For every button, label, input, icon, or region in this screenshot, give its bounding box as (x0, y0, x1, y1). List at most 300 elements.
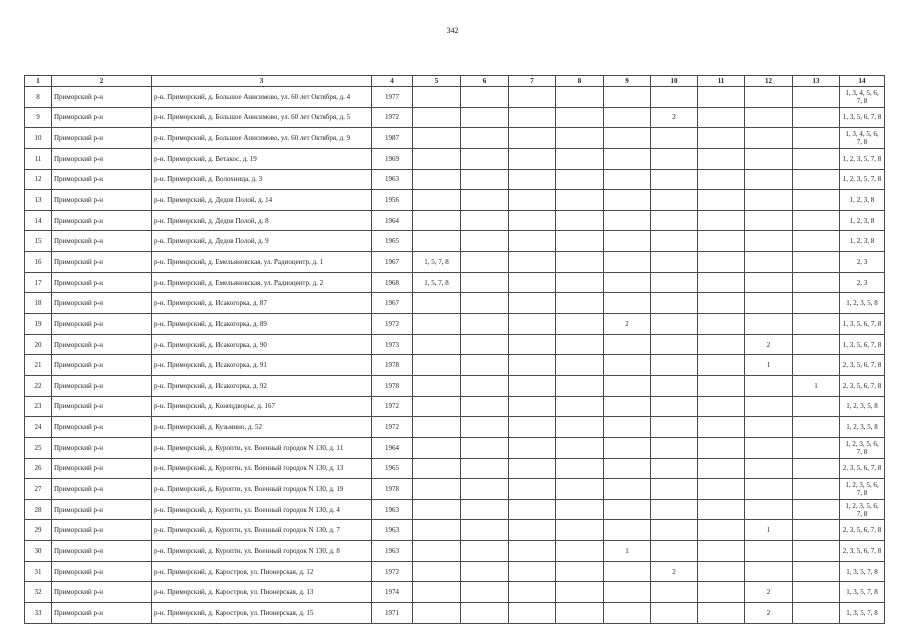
table-cell-col-4: 1972 (372, 561, 413, 582)
column-header-4: 4 (372, 76, 413, 87)
table-cell-col-3: р-н. Приморский, д. Волохница, д. 3 (152, 169, 372, 190)
table-cell-col-11 (698, 603, 745, 624)
table-cell-col-1: 20 (25, 334, 52, 355)
table-cell-col-4: 1964 (372, 437, 413, 458)
table-cell-col-3: р-н. Приморский, д. Каростров, ул. Пионерская, д. 13 (152, 582, 372, 603)
table-cell-col-4: 1963 (372, 541, 413, 562)
table-cell-col-3: р-н. Приморский, д. Исакогорка, д. 89 (152, 314, 372, 335)
table-cell-col-5 (413, 582, 461, 603)
table-cell-col-8 (556, 355, 604, 376)
table-cell-col-8 (556, 437, 604, 458)
table-cell-col-8 (556, 314, 604, 335)
table-cell-col-8 (556, 334, 604, 355)
table-cell-col-12 (745, 252, 793, 273)
table-cell-col-4: 1972 (372, 396, 413, 417)
table-cell-col-8 (556, 231, 604, 252)
column-header-6: 6 (461, 76, 509, 87)
table-cell-col-7 (509, 190, 556, 211)
table-cell-col-11 (698, 479, 745, 500)
table-cell-col-2: Приморский р-н (52, 603, 152, 624)
table-cell-col-12 (745, 169, 793, 190)
table-cell-col-2: Приморский р-н (52, 210, 152, 231)
table-cell-col-11 (698, 293, 745, 314)
table-cell-col-6 (461, 190, 509, 211)
table-cell-col-2: Приморский р-н (52, 396, 152, 417)
table-cell-col-12 (745, 210, 793, 231)
table-cell-col-6 (461, 520, 509, 541)
table-cell-col-10 (651, 541, 698, 562)
table-cell-col-13 (793, 314, 840, 335)
table-cell-col-11 (698, 417, 745, 438)
table-cell-col-7 (509, 437, 556, 458)
table-cell-col-9 (604, 520, 651, 541)
table-cell-col-7 (509, 334, 556, 355)
table-cell-col-12 (745, 148, 793, 169)
table-cell-col-4: 1956 (372, 190, 413, 211)
table-cell-col-13 (793, 603, 840, 624)
table-cell-col-2: Приморский р-н (52, 375, 152, 396)
column-header-10: 10 (651, 76, 698, 87)
table-cell-col-4: 1972 (372, 107, 413, 128)
table-cell-col-13 (793, 355, 840, 376)
table-cell-col-2: Приморский р-н (52, 148, 152, 169)
table-cell-col-8 (556, 272, 604, 293)
table-cell-col-6 (461, 396, 509, 417)
table-cell-col-10 (651, 252, 698, 273)
table-cell-col-2: Приморский р-н (52, 499, 152, 520)
table-cell-col-10 (651, 334, 698, 355)
table-cell-col-12: 2 (745, 603, 793, 624)
table-cell-col-12 (745, 499, 793, 520)
table-cell-col-4: 1973 (372, 334, 413, 355)
table-cell-col-5: 1, 5, 7, 8 (413, 252, 461, 273)
table-cell-col-6 (461, 541, 509, 562)
table-cell-col-14: 1, 2, 3, 8 (840, 190, 885, 211)
page-number: 342 (446, 26, 459, 35)
table-cell-col-12 (745, 107, 793, 128)
table-cell-col-8 (556, 107, 604, 128)
table-row (25, 252, 885, 273)
table-cell-col-1: 17 (25, 272, 52, 293)
table-cell-col-12 (745, 128, 793, 149)
table-row (25, 355, 885, 376)
table-cell-col-1: 23 (25, 396, 52, 417)
table-cell-col-8 (556, 128, 604, 149)
table-cell-col-14: 1, 3, 5, 7, 8 (840, 582, 885, 603)
table-cell-col-14: 1, 3, 5, 7, 8 (840, 561, 885, 582)
table-cell-col-10 (651, 582, 698, 603)
table-cell-col-9 (604, 293, 651, 314)
table-cell-col-10 (651, 375, 698, 396)
table-cell-col-1: 18 (25, 293, 52, 314)
table-cell-col-4: 1972 (372, 417, 413, 438)
table-cell-col-5 (413, 210, 461, 231)
table-cell-col-11 (698, 148, 745, 169)
table-cell-col-1: 8 (25, 87, 52, 108)
table-cell-col-5 (413, 148, 461, 169)
table-cell-col-14: 1, 2, 3, 5, 8 (840, 293, 885, 314)
table-cell-col-7 (509, 87, 556, 108)
table-cell-col-7 (509, 210, 556, 231)
table-cell-col-2: Приморский р-н (52, 128, 152, 149)
table-cell-col-13 (793, 272, 840, 293)
table-cell-col-2: Приморский р-н (52, 561, 152, 582)
table-cell-col-6 (461, 355, 509, 376)
table-cell-col-3: р-н. Приморский, д. Каростров, ул. Пионерская, д. 12 (152, 561, 372, 582)
table-cell-col-9 (604, 272, 651, 293)
table-cell-col-10 (651, 210, 698, 231)
table-cell-col-13 (793, 252, 840, 273)
table-cell-col-12 (745, 375, 793, 396)
table-cell-col-10 (651, 437, 698, 458)
table-cell-col-12 (745, 87, 793, 108)
table-cell-col-8 (556, 603, 604, 624)
table-cell-col-1: 24 (25, 417, 52, 438)
table-cell-col-13 (793, 87, 840, 108)
table-cell-col-6 (461, 375, 509, 396)
table-cell-col-3: р-н. Приморский, д. Исакогорка, д. 91 (152, 355, 372, 376)
table-cell-col-6 (461, 458, 509, 479)
table-cell-col-10 (651, 499, 698, 520)
column-header-9: 9 (604, 76, 651, 87)
table-cell-col-14: 2, 3, 5, 6, 7, 8 (840, 375, 885, 396)
table-cell-col-14: 1, 2, 3, 5, 7, 8 (840, 148, 885, 169)
table-cell-col-12 (745, 458, 793, 479)
table-cell-col-14: 2, 3, 5, 6, 7, 8 (840, 520, 885, 541)
table-cell-col-3: р-н. Приморский, д. Емельяновская, ул. Радиоцентр, д. 1 (152, 252, 372, 273)
table-cell-col-1: 31 (25, 561, 52, 582)
table-cell-col-11 (698, 252, 745, 273)
table-cell-col-13 (793, 541, 840, 562)
table-cell-col-7 (509, 520, 556, 541)
table-cell-col-7 (509, 499, 556, 520)
table-row (25, 458, 885, 479)
table-cell-col-7 (509, 355, 556, 376)
table-cell-col-3: р-н. Приморский, д. Дедов Полой, д. 9 (152, 231, 372, 252)
table-cell-col-13 (793, 417, 840, 438)
table-cell-col-10 (651, 458, 698, 479)
table-cell-col-10 (651, 128, 698, 149)
table-cell-col-1: 11 (25, 148, 52, 169)
table-cell-col-4: 1972 (372, 314, 413, 335)
table-cell-col-10 (651, 169, 698, 190)
table-row (25, 396, 885, 417)
table-cell-col-6 (461, 252, 509, 273)
table-cell-col-6 (461, 417, 509, 438)
table-cell-col-2: Приморский р-н (52, 314, 152, 335)
table-cell-col-9 (604, 107, 651, 128)
table-cell-col-14: 1, 2, 3, 5, 7, 8 (840, 169, 885, 190)
table-cell-col-11 (698, 396, 745, 417)
table-cell-col-1: 26 (25, 458, 52, 479)
table-cell-col-7 (509, 252, 556, 273)
table-cell-col-10 (651, 603, 698, 624)
table-cell-col-5 (413, 169, 461, 190)
table-cell-col-5 (413, 355, 461, 376)
table-cell-col-9: 2 (604, 314, 651, 335)
table-cell-col-11 (698, 499, 745, 520)
table-cell-col-10 (651, 417, 698, 438)
table-cell-col-9 (604, 128, 651, 149)
table-cell-col-1: 30 (25, 541, 52, 562)
table-cell-col-9 (604, 210, 651, 231)
table-cell-col-3: р-н. Приморский, д. Исакогорка, д. 90 (152, 334, 372, 355)
table-cell-col-14: 1, 3, 5, 7, 8 (840, 603, 885, 624)
table-cell-col-1: 27 (25, 479, 52, 500)
table-cell-col-14: 2, 3 (840, 252, 885, 273)
table-cell-col-3: р-н. Приморский, д. Куропти, ул. Военный городок N 130, д. 7 (152, 520, 372, 541)
table-cell-col-10 (651, 520, 698, 541)
table-row (25, 499, 885, 520)
table-cell-col-11 (698, 231, 745, 252)
table-cell-col-7 (509, 231, 556, 252)
table-cell-col-14: 1, 2, 3, 5, 6, 7, 8 (840, 437, 885, 458)
table-cell-col-7 (509, 458, 556, 479)
table-cell-col-1: 9 (25, 107, 52, 128)
table-cell-col-14: 2, 3, 5, 6, 7, 8 (840, 541, 885, 562)
table-cell-col-7 (509, 396, 556, 417)
table-cell-col-14: 1, 2, 3, 8 (840, 210, 885, 231)
table-cell-col-4: 1978 (372, 355, 413, 376)
table-cell-col-6 (461, 561, 509, 582)
table-cell-col-3: р-н. Приморский, д. Куропти, ул. Военный городок N 130, д. 19 (152, 479, 372, 500)
table-cell-col-8 (556, 499, 604, 520)
table-cell-col-12: 2 (745, 582, 793, 603)
table-cell-col-2: Приморский р-н (52, 417, 152, 438)
table-cell-col-8 (556, 252, 604, 273)
table-cell-col-14: 1, 3, 5, 6, 7, 8 (840, 107, 885, 128)
table-cell-col-4: 1978 (372, 479, 413, 500)
table-cell-col-8 (556, 210, 604, 231)
table-cell-col-2: Приморский р-н (52, 355, 152, 376)
table-row (25, 375, 885, 396)
table-cell-col-8 (556, 561, 604, 582)
table-cell-col-5 (413, 437, 461, 458)
table-cell-col-14: 2, 3 (840, 272, 885, 293)
table-cell-col-11 (698, 375, 745, 396)
table-cell-col-12: 1 (745, 355, 793, 376)
table-cell-col-2: Приморский р-н (52, 231, 152, 252)
table-cell-col-6 (461, 272, 509, 293)
table-cell-col-13 (793, 479, 840, 500)
table-row (25, 437, 885, 458)
table-cell-col-3: р-н. Приморский, д. Куропти, ул. Военный городок N 130, д. 8 (152, 541, 372, 562)
table-row (25, 128, 885, 149)
table-cell-col-10 (651, 293, 698, 314)
table-cell-col-3: р-н. Приморский, д. Дедов Полой, д. 14 (152, 190, 372, 211)
table-cell-col-3: р-н. Приморский, д. Большое Анисимово, ул. 60 лет Октября, д. 9 (152, 128, 372, 149)
table-row (25, 272, 885, 293)
table-cell-col-3: р-н. Приморский, д. Конецдворье, д. 167 (152, 396, 372, 417)
housing-table (24, 75, 885, 624)
table-cell-col-1: 10 (25, 128, 52, 149)
table-cell-col-11 (698, 582, 745, 603)
table-cell-col-8 (556, 520, 604, 541)
table-cell-col-6 (461, 603, 509, 624)
table-cell-col-7 (509, 272, 556, 293)
table-cell-col-14: 1, 3, 4, 5, 6, 7, 8 (840, 128, 885, 149)
table-cell-col-5 (413, 396, 461, 417)
table-cell-col-1: 12 (25, 169, 52, 190)
table-cell-col-13 (793, 169, 840, 190)
table-row (25, 148, 885, 169)
table-cell-col-5 (413, 231, 461, 252)
table-cell-col-6 (461, 293, 509, 314)
table-cell-col-10 (651, 231, 698, 252)
table-cell-col-13 (793, 458, 840, 479)
table-cell-col-10 (651, 87, 698, 108)
table-cell-col-6 (461, 582, 509, 603)
table-cell-col-12 (745, 314, 793, 335)
table-cell-col-11 (698, 190, 745, 211)
table-cell-col-12 (745, 417, 793, 438)
table-cell-col-9 (604, 231, 651, 252)
table-cell-col-4: 1987 (372, 128, 413, 149)
table-cell-col-14: 2, 3, 5, 6, 7, 8 (840, 355, 885, 376)
table-cell-col-4: 1974 (372, 582, 413, 603)
table-cell-col-5 (413, 314, 461, 335)
table-cell-col-3: р-н. Приморский, д. Каростров, ул. Пионерская, д. 15 (152, 603, 372, 624)
table-cell-col-12 (745, 272, 793, 293)
table-cell-col-14: 1, 3, 5, 6, 7, 8 (840, 314, 885, 335)
table-cell-col-5 (413, 520, 461, 541)
table-cell-col-2: Приморский р-н (52, 458, 152, 479)
table-cell-col-6 (461, 107, 509, 128)
table-row (25, 231, 885, 252)
table-cell-col-13 (793, 128, 840, 149)
table-cell-col-11 (698, 520, 745, 541)
table-cell-col-1: 28 (25, 499, 52, 520)
table-cell-col-4: 1967 (372, 252, 413, 273)
table-cell-col-7 (509, 561, 556, 582)
table-cell-col-3: р-н. Приморский, д. Исакогорка, д. 92 (152, 375, 372, 396)
header-row (25, 76, 885, 87)
table-cell-col-4: 1963 (372, 499, 413, 520)
table-cell-col-12 (745, 396, 793, 417)
table-cell-col-5 (413, 561, 461, 582)
table-cell-col-2: Приморский р-н (52, 252, 152, 273)
table-cell-col-4: 1965 (372, 458, 413, 479)
table-cell-col-5 (413, 417, 461, 438)
column-header-3: 3 (152, 76, 372, 87)
table-cell-col-14: 1, 3, 4, 5, 6, 7, 8 (840, 87, 885, 108)
table-cell-col-1: 14 (25, 210, 52, 231)
table-cell-col-10 (651, 314, 698, 335)
table-cell-col-8 (556, 396, 604, 417)
column-header-8: 8 (556, 76, 604, 87)
table-cell-col-14: 1, 3, 5, 6, 7, 8 (840, 334, 885, 355)
table-cell-col-6 (461, 169, 509, 190)
table-cell-col-7 (509, 128, 556, 149)
table-cell-col-9 (604, 479, 651, 500)
table-row (25, 561, 885, 582)
table-body (25, 87, 885, 624)
table-row (25, 293, 885, 314)
table-cell-col-10: 2 (651, 561, 698, 582)
table-row (25, 314, 885, 335)
table-cell-col-10 (651, 355, 698, 376)
table-cell-col-2: Приморский р-н (52, 520, 152, 541)
table-cell-col-9 (604, 437, 651, 458)
table-cell-col-2: Приморский р-н (52, 272, 152, 293)
table-cell-col-2: Приморский р-н (52, 293, 152, 314)
table-cell-col-10 (651, 190, 698, 211)
table-cell-col-1: 29 (25, 520, 52, 541)
table-cell-col-7 (509, 148, 556, 169)
table-cell-col-12 (745, 437, 793, 458)
table-cell-col-11 (698, 87, 745, 108)
table-cell-col-8 (556, 375, 604, 396)
table-cell-col-12: 1 (745, 520, 793, 541)
table-cell-col-11 (698, 272, 745, 293)
column-header-13: 13 (793, 76, 840, 87)
table-cell-col-12 (745, 293, 793, 314)
table-cell-col-9 (604, 375, 651, 396)
table-cell-col-11 (698, 355, 745, 376)
table-cell-col-9 (604, 355, 651, 376)
table-row (25, 541, 885, 562)
table-cell-col-8 (556, 190, 604, 211)
table-cell-col-11 (698, 437, 745, 458)
table-cell-col-3: р-н. Приморский, д. Емельяновская, ул. Радиоцентр, д. 2 (152, 272, 372, 293)
table-cell-col-7 (509, 107, 556, 128)
table-cell-col-9 (604, 499, 651, 520)
table-cell-col-13 (793, 293, 840, 314)
table-cell-col-3: р-н. Приморский, д. Кузьмино, д. 52 (152, 417, 372, 438)
table-cell-col-4: 1963 (372, 169, 413, 190)
table-cell-col-6 (461, 437, 509, 458)
table-cell-col-6 (461, 210, 509, 231)
table-cell-col-7 (509, 293, 556, 314)
table-cell-col-7 (509, 541, 556, 562)
table-row (25, 520, 885, 541)
table-cell-col-13 (793, 520, 840, 541)
table-cell-col-9 (604, 87, 651, 108)
table-cell-col-4: 1971 (372, 603, 413, 624)
table-cell-col-13 (793, 210, 840, 231)
table-cell-col-6 (461, 334, 509, 355)
table-cell-col-11 (698, 334, 745, 355)
table-cell-col-9 (604, 252, 651, 273)
table-row (25, 603, 885, 624)
table-cell-col-14: 1, 2, 3, 5, 6, 7, 8 (840, 499, 885, 520)
table-cell-col-6 (461, 231, 509, 252)
table-cell-col-7 (509, 603, 556, 624)
table-cell-col-5 (413, 541, 461, 562)
table-cell-col-1: 25 (25, 437, 52, 458)
table-cell-col-8 (556, 293, 604, 314)
table-cell-col-6 (461, 314, 509, 335)
table-row (25, 582, 885, 603)
table-cell-col-6 (461, 87, 509, 108)
table-cell-col-2: Приморский р-н (52, 541, 152, 562)
table-cell-col-6 (461, 479, 509, 500)
column-header-7: 7 (509, 76, 556, 87)
table-cell-col-8 (556, 169, 604, 190)
table-cell-col-5 (413, 107, 461, 128)
table-cell-col-13 (793, 334, 840, 355)
table-cell-col-4: 1978 (372, 375, 413, 396)
table-cell-col-3: р-н. Приморский, д. Ветакос, д. 19 (152, 148, 372, 169)
table-cell-col-2: Приморский р-н (52, 479, 152, 500)
table-cell-col-11 (698, 210, 745, 231)
table-cell-col-1: 21 (25, 355, 52, 376)
table-cell-col-8 (556, 541, 604, 562)
table-cell-col-7 (509, 314, 556, 335)
table-row (25, 479, 885, 500)
table-cell-col-3: р-н. Приморский, д. Большое Анисимово, ул. 60 лет Октября, д. 5 (152, 107, 372, 128)
table-cell-col-13 (793, 107, 840, 128)
